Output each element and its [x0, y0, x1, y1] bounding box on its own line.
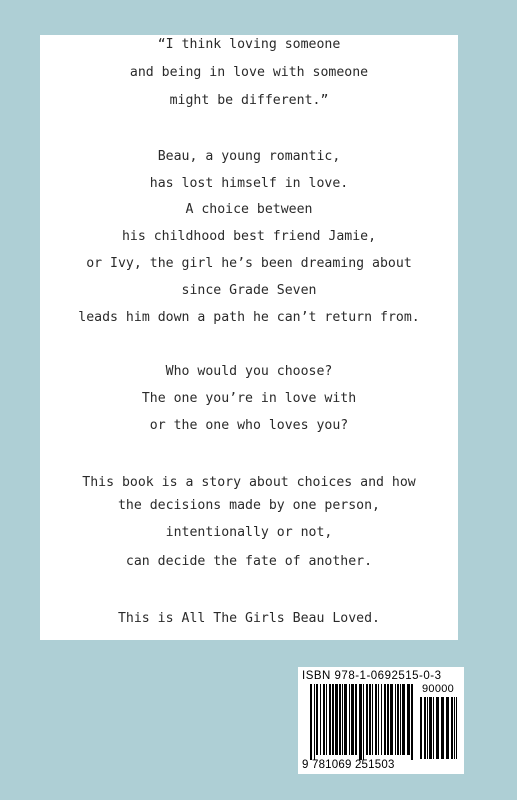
blurb-line-4: Beau, a young romantic, — [157, 149, 341, 164]
summary-line-3: intentionally or not, — [165, 525, 333, 540]
blurb-panel — [40, 35, 458, 640]
question-line-2: The one you’re in love with — [141, 391, 357, 406]
addon-digits: 90000 — [422, 683, 455, 695]
blurb-line-6: A choice between — [185, 202, 313, 217]
quote-line-2: and being in love with someone — [129, 65, 369, 80]
quote-line-3: might be different.” — [169, 93, 329, 108]
quote-line-1: “I think loving someone — [157, 37, 341, 52]
blurb-line-9: since Grade Seven — [181, 283, 317, 298]
blurb-line-5: has lost himself in love. — [149, 176, 349, 191]
isbn-barcode — [298, 667, 464, 774]
isbn-label: ISBN 978-1-0692515-0-3 — [302, 670, 442, 682]
closing-line: This is All The Girls Beau Loved. — [117, 611, 380, 626]
blurb-line-8: or Ivy, the girl he’s been dreaming about — [86, 256, 412, 271]
question-line-3: or the one who loves you? — [149, 418, 349, 433]
blurb-line-10: leads him down a path he can’t return from. — [78, 310, 420, 325]
question-line-1: Who would you choose? — [165, 364, 333, 379]
summary-line-2: the decisions made by one person, — [117, 498, 380, 513]
summary-line-1: This book is a story about choices and how — [82, 475, 416, 490]
summary-line-4: can decide the fate of another. — [125, 554, 373, 569]
ean-digits: 9 781069 251503 — [302, 759, 395, 771]
blurb-line-7: his childhood best friend Jamie, — [121, 229, 377, 244]
